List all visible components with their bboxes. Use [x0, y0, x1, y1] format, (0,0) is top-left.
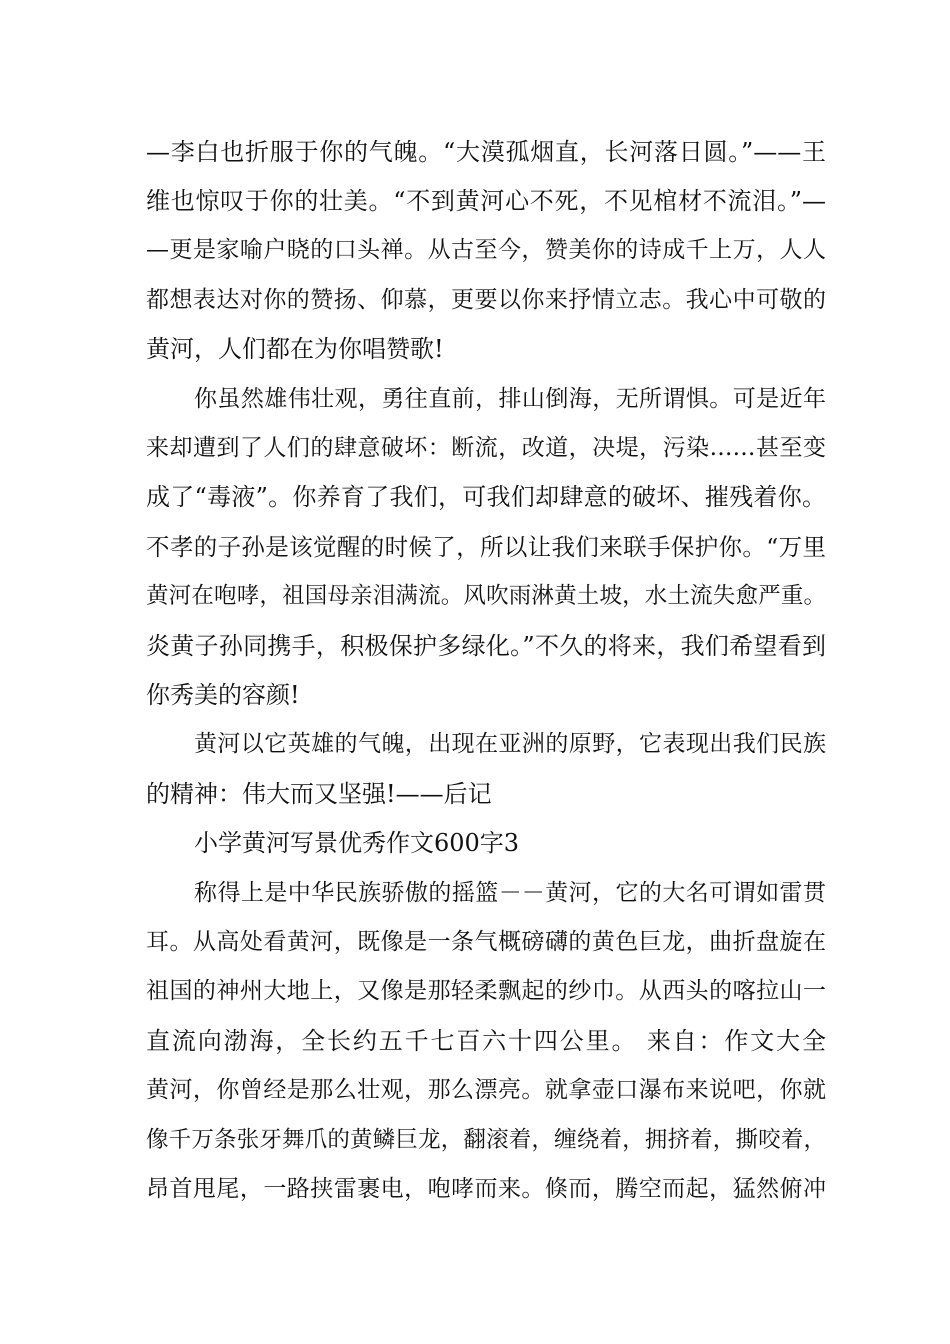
- text-line: —更是家喻户晓的口头禅。从古至今，赞美你的诗成千上万，人人: [146, 237, 826, 263]
- text-line: 来却遭到了人们的肆意破坏：断流，改道，决堤，污染……甚至变: [146, 435, 826, 461]
- text-line: 都想表达对你的赞扬、仰慕，更要以你来抒情立志。我心中可敬的: [146, 287, 826, 313]
- text-line: —李白也折服于你的气魄。“大漠孤烟直，长河落日圆。”——王: [146, 138, 826, 166]
- text-line: 成了“毒液”。你养育了我们，可我们却肆意的破坏、摧残着你。: [146, 483, 826, 511]
- text-line: 你秀美的容颜!: [146, 681, 300, 709]
- text-line: 炎黄子孙同携手，积极保护多绿化。”不久的将来，我们希望看到: [146, 632, 826, 660]
- text-line: 的精神：伟大而又坚强!——后记: [146, 780, 492, 808]
- text-line: 像千万条张牙舞爪的黄鳞巨龙，翻滚着，缠绕着，拥挤着，撕咬着，: [146, 1127, 826, 1153]
- paragraph-first-line: 称得上是中华民族骄傲的摇篮－－黄河，它的大名可谓如雷贯: [194, 880, 826, 906]
- text-line: 黄河，人们都在为你唱赞歌!: [146, 335, 444, 363]
- paragraph-first-line: 黄河以它英雄的气魄，出现在亚洲的原野，它表现出我们民族: [194, 731, 826, 757]
- text-line: 昂首甩尾，一路挟雷裹电，咆哮而来。倏而，腾空而起，猛然俯冲: [146, 1176, 826, 1202]
- text-line: 黄河在咆哮，祖国母亲泪满流。风吹雨淋黄土坡，水土流失愈严重。: [146, 583, 826, 609]
- text-line: 祖国的神州大地上，又像是那轻柔飘起的纱巾。从西头的喀拉山一: [146, 978, 826, 1004]
- section-heading: 小学黄河写景优秀作文600字3: [194, 829, 520, 857]
- text-line: 直流向渤海，全长约五千七百六十四公里。 来自：作文大全: [146, 1027, 826, 1055]
- paragraph-first-line: 你虽然雄伟壮观，勇往直前，排山倒海，无所谓惧。可是近年: [194, 386, 826, 412]
- text-line: 耳。从高处看黄河，既像是一条气概磅礴的黄色巨龙，曲折盘旋在: [146, 929, 826, 955]
- text-line: 不孝的子孙是该觉醒的时候了，所以让我们来联手保护你。“万里: [146, 533, 826, 561]
- text-line: 维也惊叹于你的壮美。“不到黄河心不死，不见棺材不流泪。”—: [146, 187, 826, 215]
- text-line: 黄河，你曾经是那么壮观，那么漂亮。就拿壶口瀑布来说吧，你就: [146, 1077, 826, 1103]
